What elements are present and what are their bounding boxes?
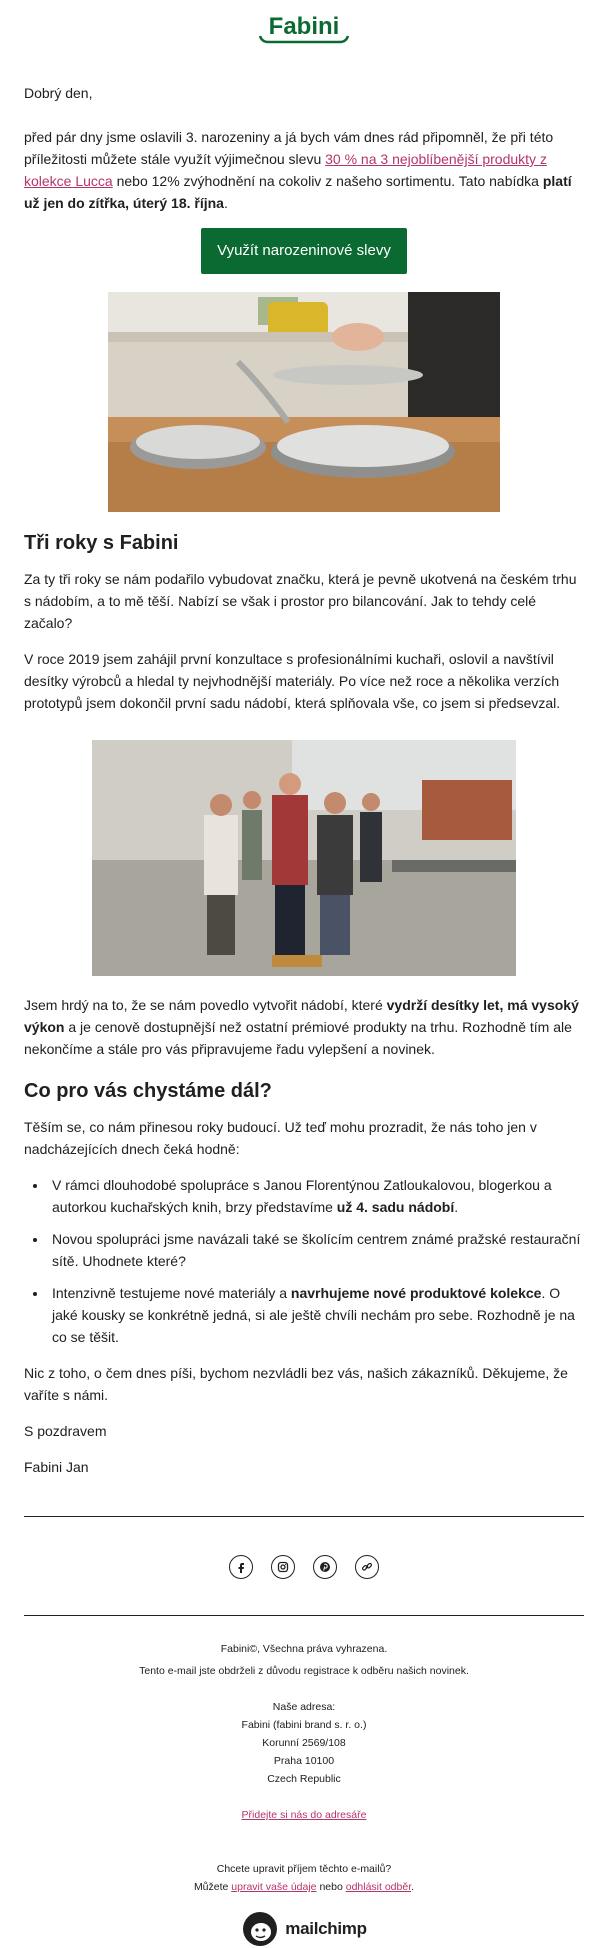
pinterest-icon[interactable] [313, 1555, 337, 1579]
section1-paragraph-2: V roce 2019 jsem zahájil první konzultace s profesionálními kuchaři, oslovil a navštívil desítky výrobců a hledal ty nejvhodnější materiály. Po více než roce a několika verzích prototypů jsem dokončil první sadu nádobí, která splňovala vše, co jsem si předsevzal. [24, 651, 561, 711]
preferences-text: Můžete [193, 1881, 232, 1893]
list-item-text: . O jaké kousky se konkrétně jedná, si ale ještě chvíli nechám pro sebe. Rozhodně je na co se těšit. [52, 1285, 575, 1345]
section1-p3-text-a: Jsem hrdý na to, že se nám povedlo vytvořit nádobí, které [24, 997, 387, 1013]
facebook-icon[interactable] [229, 1555, 253, 1579]
link-icon[interactable] [355, 1555, 379, 1579]
address-line: Czech Republic [267, 1773, 341, 1785]
section2-paragraph-1: Těším se, co nám přinesou roky budoucí. Už teď mohu prozradit, že nás toho jen v nadcházejících dnech čeká hodně: [24, 1119, 537, 1157]
preferences-question: Chcete upravit příjem těchto e-mailů? [216, 1863, 392, 1875]
section1-paragraph-3 [24, 994, 584, 1060]
pans-photo [108, 292, 500, 512]
greeting: Dobrý den, [24, 85, 93, 101]
intro-text-1: před pár dny jsme oslavili 3. narozeniny a já bych vám dnes rád připomněl, že při této příležitosti můžete stále využít výjimečnou slevu [24, 129, 554, 167]
section1-p3-text-b: a je cenově dostupnější než ostatní prémiové produkty na trhu. Rozhodně tím ale nekončíme a stále pro vás připravujeme řadu vylepšení a novinek. [24, 1019, 572, 1057]
section2-paragraph-2: Nic z toho, o čem dnes píši, bychom nezvládli bez vás, našich zákazníků. Děkujeme, že vaříte s námi. [24, 1365, 568, 1403]
intro-paragraph [24, 126, 584, 214]
preferences-text: nebo [316, 1881, 346, 1893]
list-item-bold: navrhujeme nové produktové kolekce [290, 1285, 542, 1301]
list-item-text: Novou spolupráci jsme navázali také se školícím centrem známé pražské restaurační sítě. Uhodnete které? [52, 1231, 581, 1269]
address-line: Korunní 2569/108 [262, 1737, 346, 1749]
list-item [48, 1282, 584, 1348]
copyright: Fabini©, Všechna práva vyhrazena. [220, 1643, 388, 1655]
list-item-text: Intenzivně testujeme nové materiály a [52, 1285, 291, 1301]
footer [0, 1616, 608, 1948]
intro-text-3: . [223, 195, 228, 211]
mailchimp-wordmark: mailchimp [285, 1919, 367, 1938]
plans-list [24, 1174, 584, 1348]
list-item-text: V rámci dlouhodobé spolupráce s Janou Florentýnou Zatloukalovou, blogerkou a autorkou kuchařských knih, brzy představíme [52, 1177, 552, 1215]
add-to-address-book-link[interactable]: Přidejte si nás do adresáře [241, 1809, 367, 1821]
address-line: Fabini (fabini brand s. r. o.) [241, 1719, 367, 1731]
list-item [48, 1228, 584, 1272]
update-profile-link[interactable]: upravit vaše údaje [231, 1881, 317, 1893]
intro-deadline: platí už jen do zítřka, úterý 18. října [24, 173, 572, 211]
social-links [0, 1517, 608, 1615]
list-item [48, 1174, 584, 1218]
section-heading-three-years: Tři roky s Fabini [24, 532, 179, 554]
signoff: S pozdravem [24, 1423, 107, 1439]
brand-logo[interactable] [0, 0, 608, 54]
address-line: Praha 10100 [273, 1755, 335, 1767]
unsubscribe-link[interactable]: odhlásit odběr [345, 1881, 412, 1893]
preferences-text: . [411, 1881, 415, 1893]
instagram-icon[interactable] [271, 1555, 295, 1579]
birthday-discount-button[interactable]: Využít narozeninové slevy [201, 228, 407, 274]
section1-p3-bold: vydrží desítky let, má vysoký výkon [24, 997, 579, 1035]
section1-paragraph-1: Za ty tři roky se nám podařilo vybudovat značku, která je pevně ukotvená na českém trhu s nádobím, a to mě těší. Nabízí se však i prostor pro bilancování. Jak to tehdy celé začalo? [24, 571, 577, 631]
team-photo [92, 740, 516, 976]
subscription-reason: Tento e-mail jste obdrželi z důvodu registrace k odběru našich novinek. [139, 1665, 469, 1677]
mailchimp-icon [241, 1910, 279, 1948]
signature: Fabini Jan [24, 1459, 89, 1475]
intro-text-2: nebo 12% zvýhodnění na cokoliv z našeho sortimentu. Tato nabídka [112, 173, 543, 189]
brand-logo-text: Fabini [268, 13, 340, 40]
list-item-text: . [454, 1199, 459, 1215]
preferences-line [0, 1878, 608, 1896]
address-label: Naše adresa: [272, 1701, 336, 1713]
section-heading-plans: Co pro vás chystáme dál? [24, 1080, 272, 1102]
mailchimp-badge[interactable] [0, 1910, 608, 1948]
promo-link[interactable]: 30 % na 3 nejoblíbenější produkty z kolekce Lucca [24, 151, 547, 189]
list-item-bold: už 4. sadu nádobí [336, 1199, 455, 1215]
